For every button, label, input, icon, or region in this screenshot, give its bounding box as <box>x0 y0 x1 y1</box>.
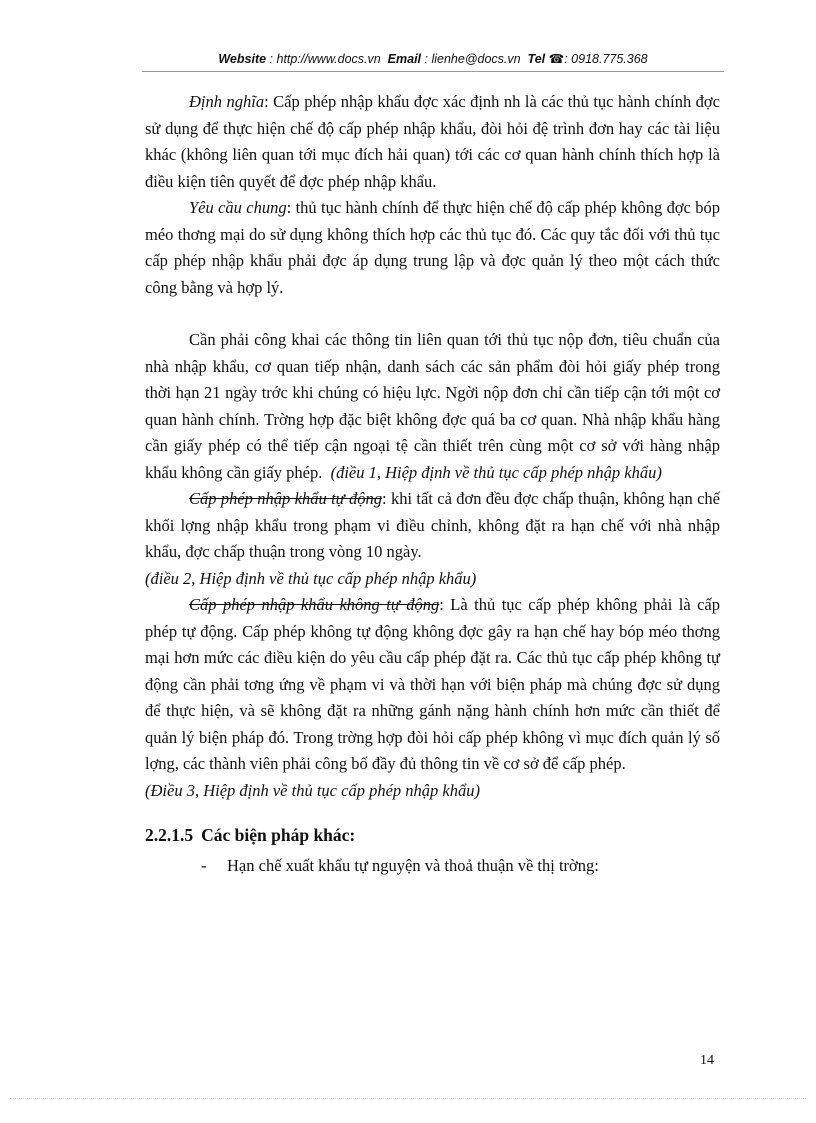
section-title: Các biện pháp khác: <box>201 825 356 845</box>
website-value: : http://www.docs.vn <box>269 52 381 66</box>
document-body <box>145 89 720 879</box>
section-number: 2.2.1.5 <box>145 825 194 845</box>
email-label: Email <box>387 52 422 66</box>
section-heading <box>145 822 720 849</box>
page-header <box>142 51 724 66</box>
definition-text: : Cấp phép nhập khẩu đợc xác định nh là các thủ tục hành chính đợc sử dụng để thực hiện chế độ cấp phép nhập khẩu, đòi hỏi đệ trình đơn hay các tài liệu khác (không liên quan tới mục đích hải quan) tới các cơ quan hành chính thích hợp là điều kiện tiên quyết để đợc phép nhập khẩu. <box>145 92 720 191</box>
disclosure-paragraph <box>145 327 720 486</box>
non-automatic-licensing-term: Cấp phép nhập khẩu không tự động <box>189 595 440 614</box>
general-requirements-term: Yêu cầu chung <box>189 198 287 217</box>
automatic-licensing-term: Cấp phép nhập khẩu tự động <box>189 489 383 508</box>
bullet-marker: - <box>201 855 207 875</box>
non-automatic-licensing-paragraph <box>145 592 720 778</box>
article-2-citation: (điều 2, Hiệp định về thủ tục cấp phép nhập khẩu) <box>145 568 477 588</box>
list-item <box>145 853 720 880</box>
general-requirements-paragraph <box>145 195 720 301</box>
tel-value: : 0918.775.368 <box>564 52 648 66</box>
email-value: : lienhe@docs.vn <box>424 52 521 66</box>
article-1-citation: (điều 1, Hiệp định về thủ tục cấp phép nhập khẩu) <box>330 462 662 482</box>
general-requirements-text: : thủ tục hành chính để thực hiện chế độ cấp phép không đợc bóp méo thơng mại do sử dụng không thích hợp các thủ tục đó. Các quy tắc đối với thủ tục cấp phép nhập khẩu phải đợc áp dụng trung lập và đợc quản lý theo một cách thức công bằng và hợp lý. <box>145 198 720 297</box>
paragraph-gap <box>145 301 720 327</box>
page-number: 14 <box>700 1053 714 1068</box>
website-label: Website <box>218 52 267 66</box>
header-divider <box>142 71 724 72</box>
definition-term: Định nghĩa <box>189 92 265 111</box>
tel-label: Tel <box>527 52 546 66</box>
automatic-licensing-text: : khi tất cả đơn đều đợc chấp thuận, không hạn chế khối lợng nhập khẩu trong phạm vi điều chỉnh, không đặt ra hạn chế với nhà nhập khẩu, đợc chấp thuận trong vòng 10 ngày. <box>145 489 720 561</box>
disclosure-text: Cần phải công khai các thông tin liên quan tới thủ tục nộp đơn, tiêu chuẩn của nhà nhập khẩu, cơ quan tiếp nhận, danh sách các sản phẩm đòi hỏi giấy phép trong thời hạn 21 ngày trớc khi chúng có hiệu lực. Ngời nộp đơn chỉ cần tiếp cận tới một cơ quan hành chính. Trờng hợp đặc biệt không đợc quá ba cơ quan. Nhà nhập khẩu hàng cần giấy phép có thể tiếp cận ngoại tệ cần thiết trên cùng một cơ sở với hàng nhập khẩu không cần giấy phép. <box>145 330 720 482</box>
automatic-licensing-paragraph <box>145 486 720 566</box>
definition-paragraph <box>145 89 720 195</box>
phone-icon: ☎ <box>548 52 565 66</box>
article-3-citation: (Điều 3, Hiệp định về thủ tục cấp phép nhập khẩu) <box>145 780 480 800</box>
non-automatic-licensing-text: : Là thủ tục cấp phép không phải là cấp phép tự động. Cấp phép không tự động không đợc gây ra hạn chế hay bóp méo thơng mại hơn mức các điều kiện do yêu cầu cấp phép đặt ra. Các thủ tục cấp phép không tự động cần phải tơng ứng về phạm vi và thời hạn với biện pháp mà chúng đợc sử dụng để thực hiện, và sẽ không đặt ra những gánh nặng hành chính hơn mức cần thiết để quản lý biện pháp đó. Trong trờng hợp đòi hỏi cấp phép không vì mục đích quản lý số lợng, các thành viên phải công bố đầy đủ thông tin về cơ sở để cấp phép. <box>145 595 720 773</box>
footer-divider <box>10 1098 806 1099</box>
bullet-text: Hạn chế xuất khẩu tự nguyện và thoả thuận về thị trờng: <box>227 855 599 875</box>
